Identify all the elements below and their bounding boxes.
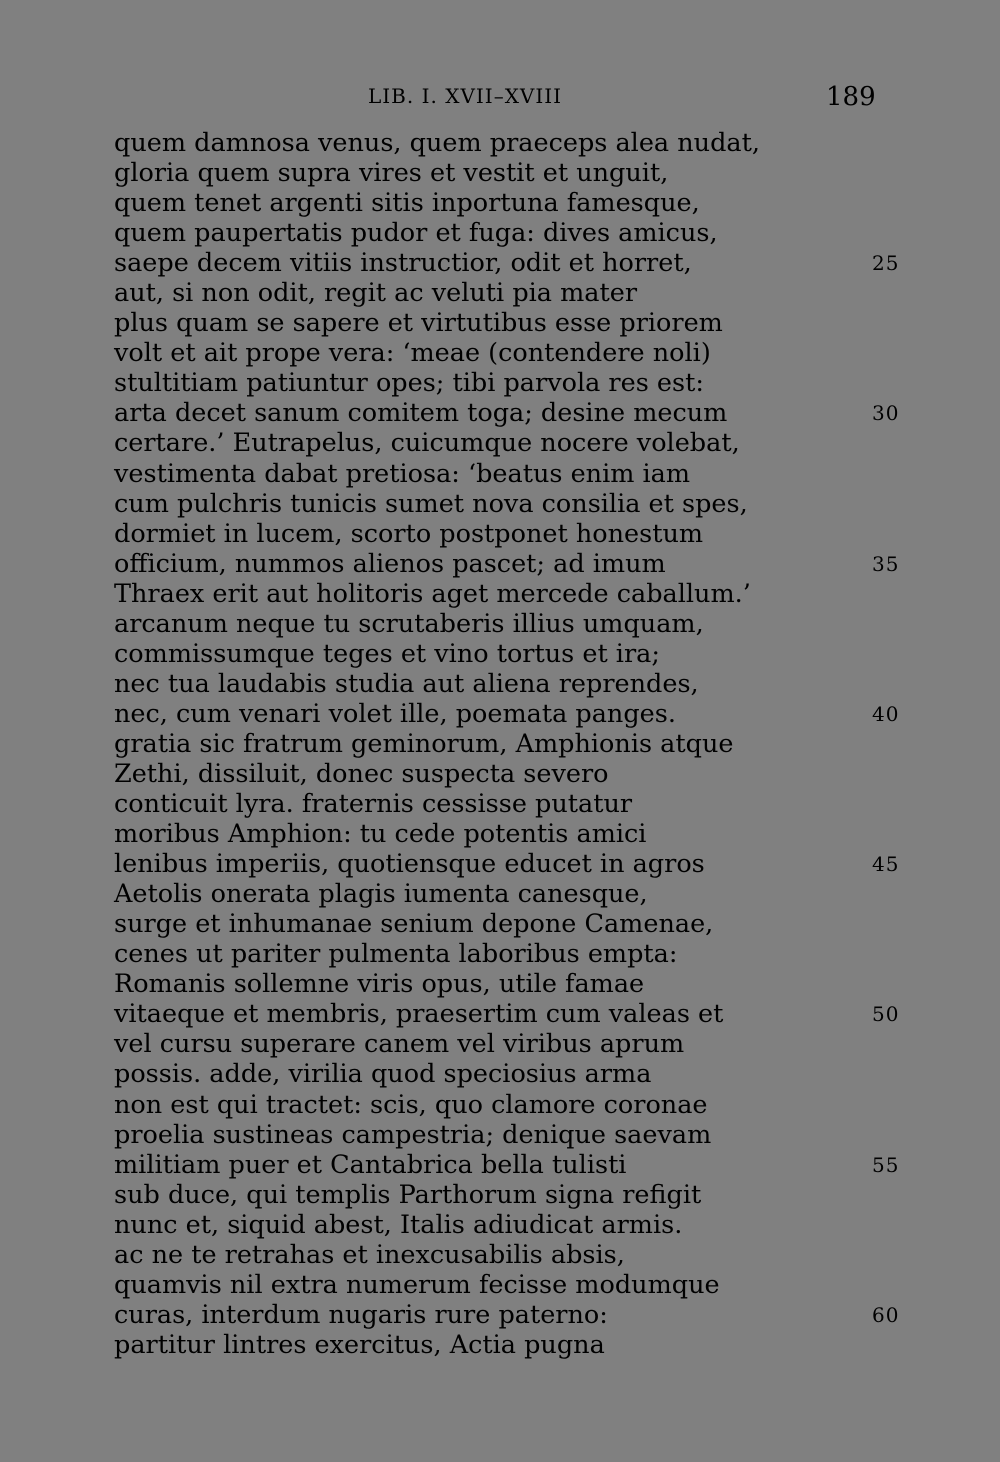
poem-text: [114, 128, 914, 1360]
verse-line: [114, 188, 914, 218]
verse-text: saepe decem vitiis instructior, odit et horret,: [114, 248, 692, 279]
verse-line: [114, 158, 914, 188]
verse-line: [114, 1090, 914, 1120]
verse-line: [114, 549, 914, 579]
verse-line: [114, 248, 914, 278]
verse-text: surge et inhumanae senium depone Camenae,: [114, 909, 714, 940]
verse-line: [114, 759, 914, 789]
verse-line: [114, 849, 914, 879]
verse-line: [114, 368, 914, 398]
verse-text: officium, nummos alienos pascet; ad imum: [114, 548, 666, 579]
verse-line: [114, 1300, 914, 1330]
verse-text: gratia sic fratrum geminorum, Amphionis atque: [114, 728, 734, 759]
running-head: LIB. I. XVII–XVIII: [368, 84, 563, 108]
verse-line: [114, 398, 914, 428]
verse-text: proelia sustineas campestria; denique saevam: [114, 1119, 712, 1150]
verse-line: [114, 519, 914, 549]
verse-line: [114, 338, 914, 368]
line-number: 30: [872, 401, 900, 426]
verse-line: [114, 489, 914, 519]
verse-line: [114, 308, 914, 338]
verse-text: quem paupertatis pudor et fuga: dives amicus,: [114, 218, 718, 249]
line-number: 60: [872, 1302, 900, 1327]
line-number: 35: [872, 551, 900, 576]
verse-line: [114, 609, 914, 639]
verse-text: Zethi, dissiluit, donec suspecta severo: [114, 758, 609, 789]
verse-text: moribus Amphion: tu cede potentis amici: [114, 819, 647, 850]
verse-line: [114, 1210, 914, 1240]
verse-line: [114, 969, 914, 999]
verse-text: arta decet sanum comitem toga; desine mecum: [114, 398, 728, 429]
verse-line: [114, 128, 914, 158]
verse-text: lenibus imperiis, quotiensque educet in agros: [114, 849, 705, 880]
verse-text: Thraex erit aut holitoris aget mercede caballum.’: [114, 578, 751, 609]
verse-line: [114, 669, 914, 699]
verse-line: [114, 909, 914, 939]
verse-line: [114, 1059, 914, 1089]
verse-text: quamvis nil extra numerum fecisse modumque: [114, 1269, 720, 1300]
verse-text: ac ne te retrahas et inexcusabilis absis,: [114, 1239, 625, 1270]
page-number: 189: [826, 82, 876, 112]
verse-line: [114, 1150, 914, 1180]
line-number: 50: [872, 1002, 900, 1027]
verse-text: stultitiam patiuntur opes; tibi parvola res est:: [114, 368, 704, 399]
verse-text: volt et ait prope vera: ‘meae (contendere noli): [114, 338, 711, 369]
verse-line: [114, 278, 914, 308]
verse-line: [114, 999, 914, 1029]
verse-text: cum pulchris tunicis sumet nova consilia et spes,: [114, 488, 748, 519]
verse-text: gloria quem supra vires et vestit et unguit,: [114, 158, 669, 189]
verse-text: aut, si non odit, regit ac veluti pia mater: [114, 278, 638, 309]
verse-text: nec, cum venari volet ille, poemata panges.: [114, 698, 676, 729]
verse-text: certare.’ Eutrapelus, cuicumque nocere volebat,: [114, 428, 740, 459]
verse-line: [114, 1270, 914, 1300]
verse-text: nec tua laudabis studia aut aliena reprendes,: [114, 668, 699, 699]
line-number: 55: [872, 1152, 900, 1177]
verse-line: [114, 1330, 914, 1360]
verse-line: [114, 819, 914, 849]
verse-text: commissumque teges et vino tortus et ira;: [114, 638, 660, 669]
verse-text: Aetolis onerata plagis iumenta canesque,: [114, 879, 648, 910]
verse-line: [114, 699, 914, 729]
verse-line: [114, 218, 914, 248]
verse-text: quem tenet argenti sitis inportuna famesque,: [114, 188, 700, 219]
verse-line: [114, 1120, 914, 1150]
verse-text: arcanum neque tu scrutaberis illius umquam,: [114, 608, 704, 639]
verse-text: conticuit lyra. fraternis cessisse putatur: [114, 789, 633, 820]
verse-line: [114, 939, 914, 969]
verse-text: vel cursu superare canem vel viribus aprum: [114, 1029, 685, 1060]
verse-text: non est qui tractet: scis, quo clamore coronae: [114, 1089, 708, 1120]
verse-text: dormiet in lucem, scorto postponet honestum: [114, 518, 704, 549]
verse-line: [114, 579, 914, 609]
page-header: [0, 84, 1000, 114]
verse-text: vestimenta dabat pretiosa: ‘beatus enim iam: [114, 458, 691, 489]
line-number: 40: [872, 701, 900, 726]
verse-text: possis. adde, virilia quod speciosius arma: [114, 1059, 652, 1090]
line-number: 25: [872, 251, 900, 276]
verse-line: [114, 1029, 914, 1059]
verse-line: [114, 428, 914, 458]
verse-line: [114, 459, 914, 489]
verse-line: [114, 879, 914, 909]
verse-line: [114, 1180, 914, 1210]
verse-text: curas, interdum nugaris rure paterno:: [114, 1299, 608, 1330]
verse-text: militiam puer et Cantabrica bella tulisti: [114, 1149, 627, 1180]
verse-text: plus quam se sapere et virtutibus esse priorem: [114, 308, 723, 339]
verse-text: sub duce, qui templis Parthorum signa refigit: [114, 1179, 702, 1210]
verse-text: Romanis sollemne viris opus, utile famae: [114, 969, 645, 1000]
verse-line: [114, 1240, 914, 1270]
line-number: 45: [872, 852, 900, 877]
verse-line: [114, 639, 914, 669]
verse-line: [114, 789, 914, 819]
verse-text: nunc et, siquid abest, Italis adiudicat armis.: [114, 1209, 683, 1240]
verse-text: cenes ut pariter pulmenta laboribus empta:: [114, 939, 678, 970]
verse-line: [114, 729, 914, 759]
verse-text: quem damnosa venus, quem praeceps alea nudat,: [114, 128, 760, 158]
verse-text: partitur lintres exercitus, Actia pugna: [114, 1329, 605, 1360]
verse-text: vitaeque et membris, praesertim cum valeas et: [114, 999, 724, 1030]
